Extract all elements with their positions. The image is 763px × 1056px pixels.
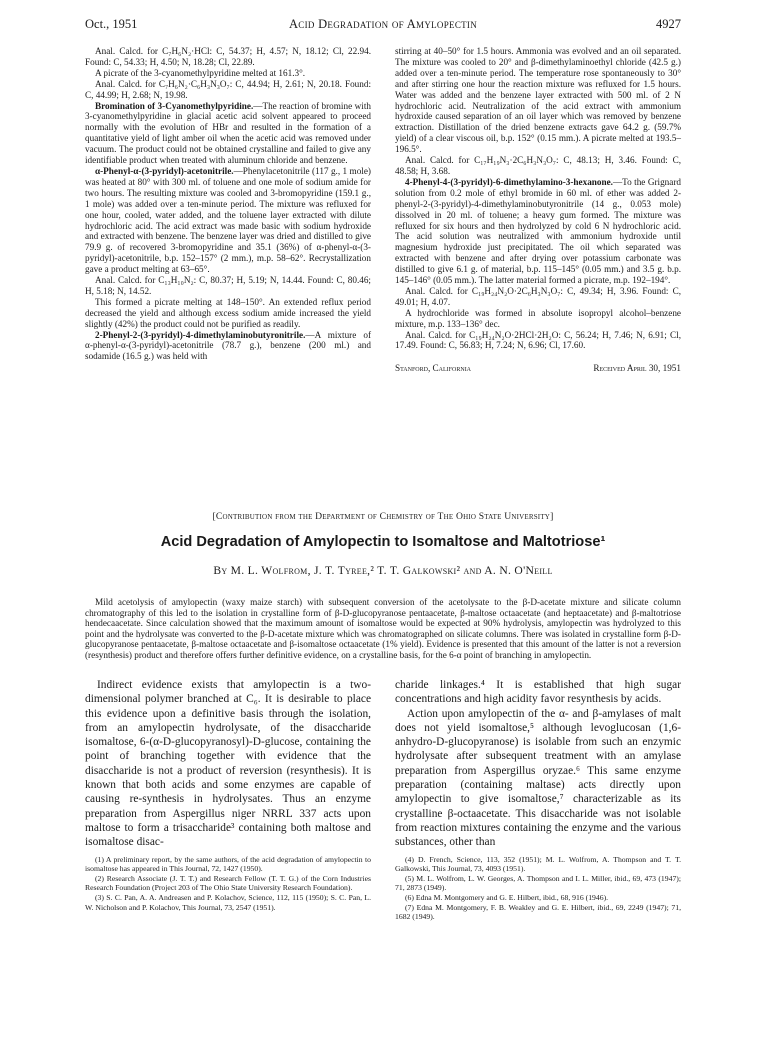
contribution-line: [Contribution from the Department of Chemistry of The Ohio State University] bbox=[212, 511, 554, 522]
paragraph bbox=[395, 308, 681, 330]
paragraph bbox=[395, 177, 681, 286]
running-head bbox=[85, 17, 681, 33]
paragraph bbox=[395, 155, 681, 177]
article-body-left-column bbox=[85, 678, 371, 922]
paragraph-text: —To the Grignard solution from 0.2 mole of ethyl bromide in 60 ml. of ether was added 2-phenyl-2-(3-pyridyl)-4-dimethylaminobutyronitrile (14 g., 0.053 mole) dissolved in 20 ml. of toluene; a heavy gum formed. The mixture was refluxed for six hours and then hydrolyzed by cold 6 N hydrochloric acid. The acid solution was neutralized with ammonium hydroxide until magnesium hydroxide just precipitated. The oil which separated was extracted with benzene and after drying over potassium carbonate was distilled to give 6.1 g. of material, b.p. 115–145° (0.05 mm.) and 3.5 g. b.p. 145–146° (0.05 mm.). The latter material formed a picrate, m.p. 192–194°. bbox=[395, 176, 681, 286]
paragraph-text: —Phenylacetonitrile (117 g., 1 mole) was heated at 80° with 300 ml. of toluene and one mole of sodium amide for two hours. The resulting mixture was cooled and 3-bromopyridine (159.1 g., 1 mole) was added over a ten-minute period. The mixture was refluxed for one hour, cooled, water added, and the toluene layer extracted with dilute hydrochloric acid. The acid extract was made basic with sodium hydroxide and extracted with benzene. The benzene layer was dried and distilled to give 79.9 g. of recovered 3-bromopyridine and 35.1 (36%) of α-phenyl-α-(3-pyridyl)-acetonitrile, b.p. 152–157° (2 mm.), m.p. 58–62°. Recrystallization gave a product melting at 63–65°. bbox=[85, 165, 371, 275]
paragraph-text: Anal. Calcd. for C₇H₆N₂·C₆H₃N₃O₇: C, 44.94; H, 2.61; N, 20.18. Found: C, 44.99; H, 2.68; N, 19.98. bbox=[85, 78, 371, 100]
page-number: 4927 bbox=[656, 17, 681, 31]
signature-line bbox=[395, 363, 681, 374]
paragraph bbox=[395, 330, 681, 352]
run-in-heading: 2-Phenyl-2-(3-pyridyl)-4-dimethylaminobutyronitrile. bbox=[95, 329, 306, 340]
paragraph-text: A hydrochloride was formed in absolute isopropyl alcohol–benzene mixture, m.p. 133–136° dec. bbox=[395, 307, 681, 329]
previous-article-right-column bbox=[395, 46, 681, 374]
signature-place: Stanford, California bbox=[395, 363, 472, 374]
footnotes-right bbox=[395, 855, 681, 922]
footnote: (4) D. French, Science, 113, 352 (1951); M. L. Wolfrom, A. Thompson and T. T. Galkowski, This Journal, 73, 4093 (1951). bbox=[395, 854, 681, 874]
paragraph-text: —The reaction of bromine with 3-cyanomethylpyridine in glacial acetic acid solvent appeared to proceed normally with the evolution of HBr and resulted in the formation of a quantitative yield of light amber oil when the acetic acid was removed under vacuum. The product could not be obtained crystalline and failed to give any identifiable product when treated with aluminum chloride and benzene. bbox=[85, 100, 372, 166]
paragraph bbox=[85, 79, 371, 101]
paragraph bbox=[395, 286, 681, 308]
running-head-date: Oct., 1951 bbox=[85, 17, 138, 31]
paragraph bbox=[85, 678, 371, 850]
article-authors: By M. L. Wolfrom, J. T. Tyree,² T. T. Galkowski² and A. N. O'Neill bbox=[213, 564, 553, 577]
article-abstract: Mild acetolysis of amylopectin (waxy maize starch) with subsequent conversion of the acetolysate to the β-D-acetate mixture and silicate column chromatography of this led to the isolation in crystalline form of β-D-glucopyranose pentaacetate, β-maltose octaacetate (and heptaacetate) and β-maltotriose hendecaacetate. Since calculation showed that the maximum amount of isomaltose would be expected at 90% hydrolysis, amylopectin was hydrolyzed to this point and the hydrolysate was converted to the β-D-acetate mixture which was chromatographed on silicate columns. There was isolated in crystalline form β-D-glucopyranose pentaacetate, β-maltose octaacetate and β-isomaltose octaacetate (1% yield). Evidence is presented that this amount of the latter is not a reversion (resynthesis) product and therefore offers further definitive evidence, on a crystalline basis, for the 6-α point of branching in amylopectin. bbox=[85, 597, 681, 660]
previous-article-columns bbox=[85, 46, 681, 374]
footnote: (3) S. C. Pan, A. A. Andreasen and P. Kolachov, Science, 112, 115 (1950); S. C. Pan, L. W. Nicholson and P. Kolachov, This Journal, 73, 2547 (1951). bbox=[85, 892, 371, 912]
running-head-title: Acid Degradation of Amylopectin bbox=[288, 17, 478, 31]
paragraph bbox=[85, 330, 371, 363]
footnote: (6) Edna M. Montgomery and G. E. Hilbert, ibid., 68, 916 (1946). bbox=[405, 892, 609, 902]
paragraph bbox=[395, 678, 681, 707]
paragraph bbox=[85, 166, 371, 275]
previous-article-right-text bbox=[395, 46, 681, 351]
paragraph bbox=[395, 46, 681, 155]
paragraph-text: charide linkages.⁴ It is established that high sugar concentrations and high acidity favor resynthesis by acids. bbox=[395, 679, 681, 706]
footnote: (7) Edna M. Montgomery, F. B. Weakley and G. E. Hilbert, ibid., 69, 2249 (1947); 71, 1682 (1949). bbox=[395, 902, 681, 922]
paragraph-text: Anal. Calcd. for C₁₉H₂₄N₂O·2HCl·2H₂O: C, 56.24; H, 7.46; N, 6.91; Cl, 17.49. Found: C, 56.83; H, 7.24; N, 6.96; Cl, 17.60. bbox=[395, 329, 681, 351]
paragraph bbox=[85, 275, 371, 297]
paragraph-text: Action upon amylopectin of the α- and β-amylases of malt does not yield isomaltose,⁵ although levoglucosan (1,6-anhydro-D-glucopyranose) is isolable from such an enzymic hydrolysate after subsequent treatment with an amylase preparation from Aspergillus oryzae.⁶ This same enzyme preparation (containing maltase) acts directly upon amylopectin to give isomaltose,⁷ characterizable as its crystalline β-octaacetate. This disaccharide was not isolable from reaction mixtures containing the enzyme and the various substances, other than bbox=[395, 707, 681, 849]
article-body-right-column bbox=[395, 678, 681, 922]
previous-article-left-column bbox=[85, 46, 371, 374]
footnote: (5) M. L. Wolfrom, L. W. Georges, A. Thompson and I. L. Miller, ibid., 69, 473 (1947); 71, 2873 (1949). bbox=[395, 873, 681, 893]
run-in-heading: Bromination of 3-Cyanomethylpyridine. bbox=[95, 100, 254, 111]
footnotes-left bbox=[85, 855, 371, 913]
received-date: Received April 30, 1951 bbox=[593, 363, 681, 374]
paragraph-text: —A mixture of α-phenyl-α-(3-pyridyl)-acetonitrile (78.7 g.), benzene (200 ml.) and sodamide (16.5 g.) was held with bbox=[85, 329, 371, 362]
run-in-heading: 4-Phenyl-4-(3-pyridyl)-6-dimethylamino-3-hexanone. bbox=[405, 176, 613, 187]
paragraph-text: stirring at 40–50° for 1.5 hours. Ammonia was evolved and an oil separated. The mixture was cooled to 20° and β-dimethylaminoethyl chloride (42.5 g.) added over a ten-minute period. The temperature rose spontaneously to 30° and after stirring one hour the reaction mixture was refluxed for 1.5 hours. Water was added and the benzene layer extracted with 500 ml. of 2 N hydrochloric acid. Neutralization of the acid extract with ammonium hydroxide caused separation of an oil layer which was removed by benzene extraction. Distillation of the dried benzene extracts gave 64.2 g. (59.7% yield) of a clear viscous oil, b.p. 152° (0.15 mm.). A picrate melted at 193.5–196.5°. bbox=[395, 46, 681, 155]
paragraph-text: Anal. Calcd. for C₇H₆N₂·HCl: C, 54.37; H, 4.57; N, 18.12; Cl, 22.94. Found: C, 54.33; H, 4.50; N, 18.28; Cl, 22.89. bbox=[85, 46, 371, 67]
paragraph-text: Indirect evidence exists that amylopectin is a two-dimensional polymer branched at C₆. It is desirable to place this evidence upon a definitive basis through the isolation, from an amylopectin hydrolysate, of the disaccharide isomaltose, 6-(α-D-glucopyranosyl)-D-glucose, containing the point of branching together with evidence that the disaccharide is not a product of reversion (resynthesis). It is known that both acids and some enzymes are capable of causing re-synthesis in hydrolysates. Thus an enzyme preparation from Aspergillus niger NRRL 337 acts upon maltose to form a trisaccharide³ containing both maltose and isomaltose disac- bbox=[85, 679, 371, 849]
paragraph-text: Anal. Calcd. for C₁₃H₁₀N₂: C, 80.37; H, 5.19; N, 14.44. Found: C, 80.46; H, 5.18; N, 14.52. bbox=[85, 275, 371, 296]
paragraph-text: A picrate of the 3-cyanomethylpyridine melted at 161.3°. bbox=[95, 67, 306, 78]
footnote: (2) Research Associate (J. T. T.) and Research Fellow (T. T. G.) of the Corn Industries Research Foundation (Project 203 of The Ohio State University Research Foundation). bbox=[85, 873, 371, 893]
paragraph bbox=[85, 297, 371, 330]
paragraph bbox=[85, 68, 371, 79]
article-body-columns bbox=[85, 678, 681, 922]
article-title: Acid Degradation of Amylopectin to Isomaltose and Maltotriose¹ bbox=[160, 534, 606, 550]
paragraph bbox=[395, 707, 681, 850]
paragraph-text: Anal. Calcd. for C₁₉H₂₄N₂O·2C₆H₃N₃O₇: C, 49.34; H, 3.96. Found: C, 49.01; H, 4.07. bbox=[395, 285, 681, 307]
body-right-text bbox=[395, 678, 681, 850]
paragraph bbox=[85, 46, 371, 68]
paragraph bbox=[85, 101, 371, 166]
paragraph-text: This formed a picrate melting at 148–150°. An extended reflux period decreased the yield and although excess sodium amide increased the yield slightly (42%) the product could not be purified as readily. bbox=[85, 296, 371, 329]
footnote: (1) A preliminary report, by the same authors, of the acid degradation of amylopectin to isomaltose has appeared in This Journal, 72, 1427 (1950). bbox=[85, 854, 371, 874]
body-left-text bbox=[85, 678, 371, 850]
run-in-heading: α-Phenyl-α-(3-pyridyl)-acetonitrile. bbox=[95, 165, 234, 176]
paragraph-text: Anal. Calcd. for C₁₇H₁₉N₃·2C₆H₃N₃O₇: C, 48.13; H, 3.46. Found: C, 48.58; H, 3.68. bbox=[395, 155, 681, 176]
